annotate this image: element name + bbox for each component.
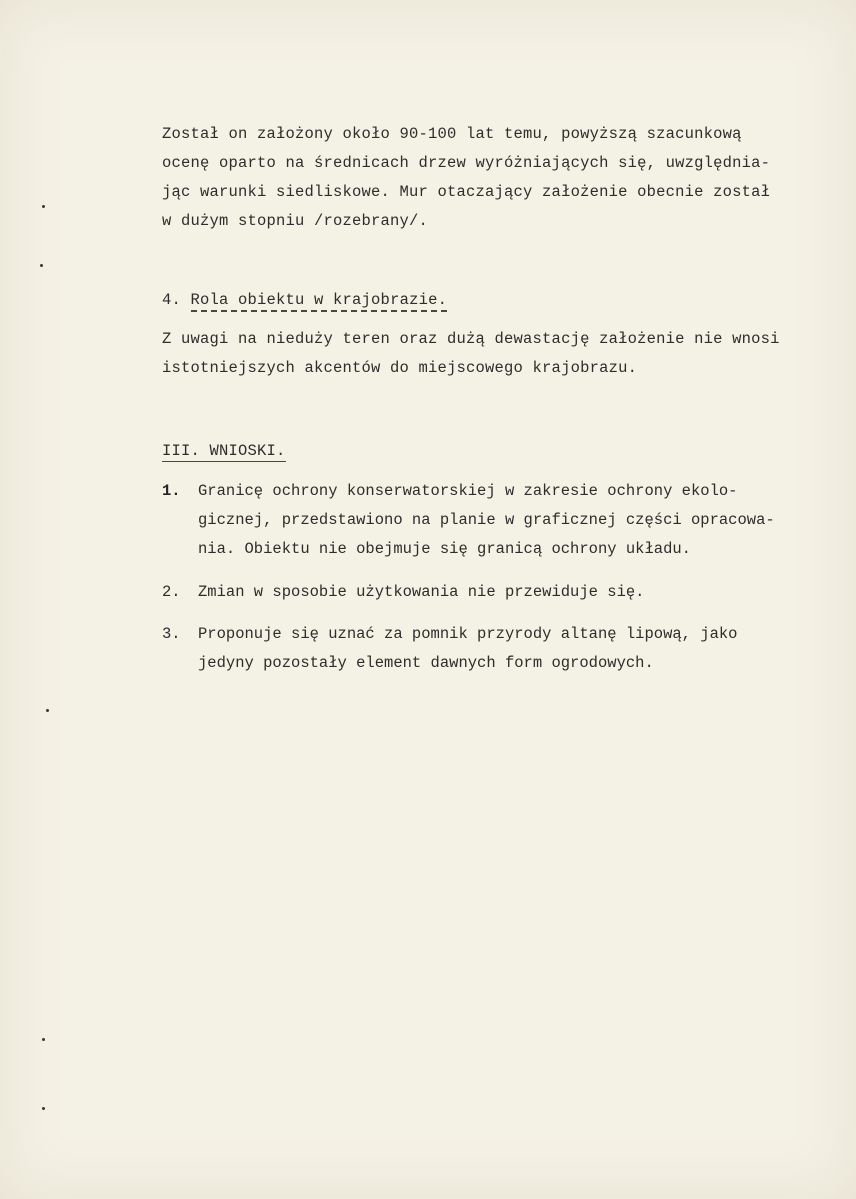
conclusion-number: 1. xyxy=(162,482,181,500)
section-4-title: Rola obiektu w krajobrazie. xyxy=(191,291,448,312)
conclusion-number: 3. xyxy=(162,625,181,643)
section-4-number: 4. xyxy=(162,291,182,309)
text-line: Został on założony około 90-100 lat temu, powyższą szacunkową xyxy=(162,125,742,143)
text-line: gicznej, przedstawiono na planie w graficznej części opracowa- xyxy=(198,511,775,529)
margin-speck xyxy=(42,1038,45,1041)
margin-speck xyxy=(42,1107,45,1110)
text-line: istotniejszych akcentów do miejscowego krajobrazu. xyxy=(162,359,638,377)
section-4-text xyxy=(162,325,834,383)
conclusion-item xyxy=(162,477,842,564)
intro-paragraph xyxy=(162,120,834,236)
conclusion-item xyxy=(162,620,842,678)
text-line: Granicę ochrony konserwatorskiej w zakresie ochrony ekolo- xyxy=(198,482,738,500)
section-iii-title: III. WNIOSKI. xyxy=(162,442,286,460)
text-line: jąc warunki siedliskowe. Mur otaczający założenie obecnie został xyxy=(162,183,771,201)
text-line: Proponuje się uznać za pomnik przyrody altanę lipową, jako xyxy=(198,625,738,643)
text-line: Zmian w sposobie użytkowania nie przewiduje się. xyxy=(198,583,645,601)
margin-speck xyxy=(46,709,49,712)
text-line: ocenę oparto na średnicach drzew wyróżniających się, uwzględnia- xyxy=(162,154,771,172)
section-4-heading xyxy=(162,286,834,315)
conclusion-item xyxy=(162,578,842,607)
margin-speck xyxy=(40,264,43,267)
conclusion-number: 2. xyxy=(162,583,181,601)
text-line: nia. Obiektu nie obejmuje się granicą ochrony układu. xyxy=(198,540,691,558)
section-iii-heading xyxy=(162,437,834,466)
text-line: jedyny pozostały element dawnych form ogrodowych. xyxy=(198,654,654,672)
margin-speck xyxy=(42,205,45,208)
text-line: Z uwagi na nieduży teren oraz dużą dewastację założenie nie wnosi xyxy=(162,330,780,348)
text-line: w dużym stopniu /rozebrany/. xyxy=(162,212,429,230)
